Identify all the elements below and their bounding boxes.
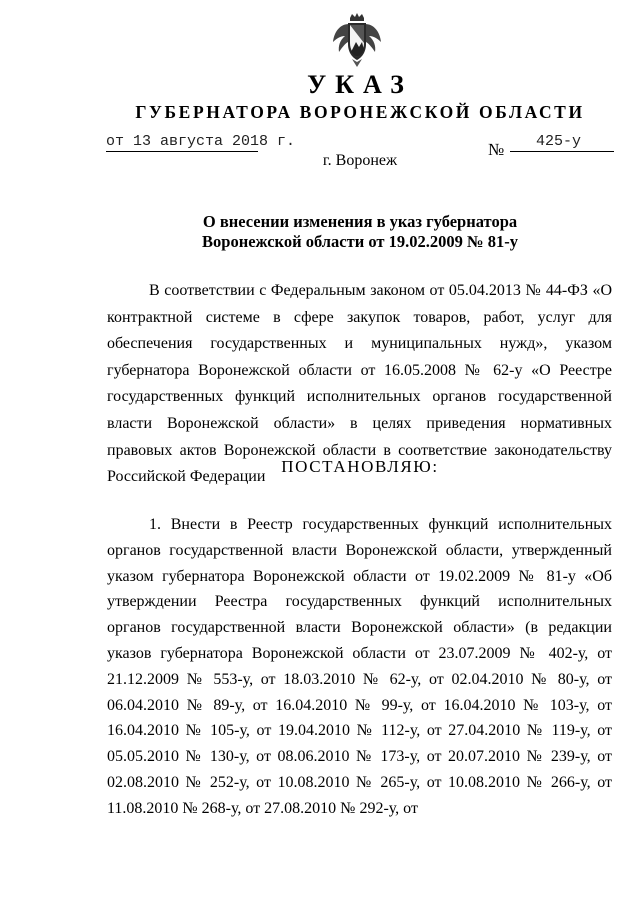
item-1-paragraph: 1. Внести в Реестр государственных функций исполнительных органов государственной власти Воронежской области, утвержденный указом губернатора Воронежской области от 19.02.2009 № 81-у «Об утверждении Реестра государственных функций исполнительных органов государственной власти Воронежской области» (в редакции указов губернатора Воронежской области от 23.07.2009 № 402-у, от 21.12.2009 № 553-у, от 18.03.2010 № 62-у, от 02.04.2010 № 80-у, от 06.04.2010 № 89-у, от 16.04.2010 № 99-у, от 16.04.2010 № 103-у, от 16.04.2010 № 105-у, от 19.04.2010 № 112-у, от 27.04.2010 № 119-у, от 05.05.2010 № 130-у, от 08.06.2010 № 173-у, от 20.07.2010 № 239-у, от 02.08.2010 № 252-у, от 10.08.2010 № 265-у, от 10.08.2010 № 266-у, от 11.08.2010 № 268-у, от 27.08.2010 № 292-у, от <box>107 516 612 817</box>
city: г. Воронеж <box>322 152 398 169</box>
resolve-heading: ПОСТАНОВЛЯЮ: <box>281 457 439 476</box>
document-title-line-1: О внесении изменения в указ губернатора <box>202 212 518 231</box>
issuer-title: ГУБЕРНАТОРА ВОРОНЕЖСКОЙ ОБЛАСТИ <box>135 102 585 122</box>
document-date: от 13 августа 2018 г. <box>106 133 296 150</box>
coat-of-arms-icon <box>328 12 386 70</box>
document-title-line-2: Воронежской области от 19.02.2009 № 81-у <box>202 232 518 251</box>
number-label: № <box>488 140 505 159</box>
document-title <box>0 212 640 252</box>
document-number: 425-у <box>510 133 614 152</box>
preamble-paragraph: В соответствии с Федеральным законом от 05.04.2013 № 44-ФЗ «О контрактной системе в сфере закупок товаров, работ, услуг для обеспечения государственных и муниципальных нужд», указом губернатора Воронежской области от 16.05.2008 № 62-у «О Реестре государственных функций исполнительных органов государственной власти Воронежской области» в целях приведения нормативных правовых актов Воронежской области в соответствие законодательству Российской Федерации <box>107 282 612 486</box>
document-type: УКАЗ <box>307 70 413 99</box>
